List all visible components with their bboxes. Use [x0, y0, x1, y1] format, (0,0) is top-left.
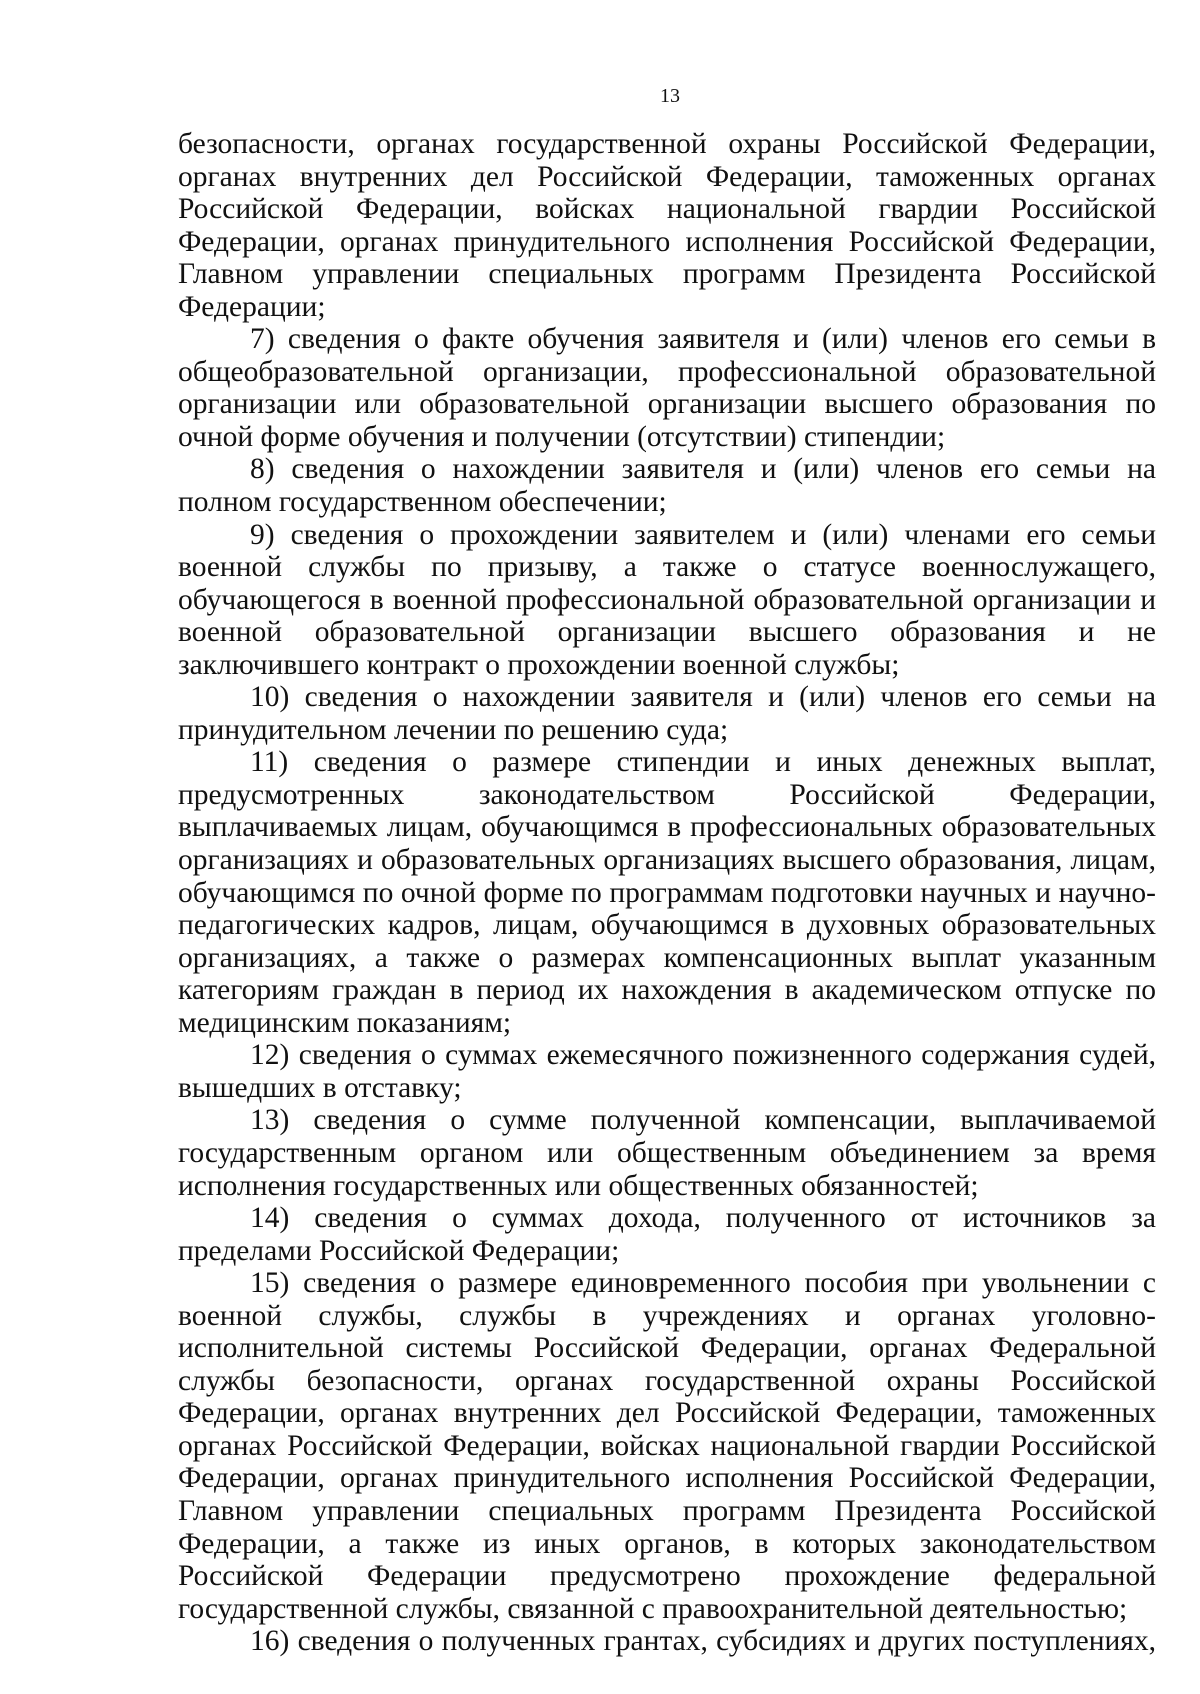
- paragraph-item-8: 8) сведения о нахождении заявителя и (или) членов его семьи на полном государственном обеспечении;: [178, 453, 1156, 519]
- document-body: [178, 128, 1156, 1658]
- paragraph-item-14: 14) сведения о суммах дохода, полученного от источников за пределами Российской Федерации;: [178, 1202, 1156, 1267]
- paragraph-item-15: 15) сведения о размере единовременного пособия при увольнении с военной службы, службы в учреждениях и органах уголовно-исполнительной системы Российской Федерации, органах Федеральной службы безопасности, органах государственной охраны Российской Федерации, органах внутренних дел Российской Федерации, таможенных органах Российской Федерации, войсках национальной гвардии Российской Федерации, органах принудительного исполнения Российской Федерации, Главном управлении специальных программ Президента Российской Федерации, а также из иных органов, в которых законодательством Российской Федерации предусмотрено прохождение федеральной государственной службы, связанной с правоохранительной деятельностью;: [178, 1267, 1156, 1625]
- paragraph-item-10: 10) сведения о нахождении заявителя и (или) членов его семьи на принудительном лечении по решению суда;: [178, 681, 1156, 746]
- page-number: 13: [660, 85, 680, 107]
- paragraph-item-9: 9) сведения о прохождении заявителем и (или) членами его семьи военной службы по призыву, а также о статусе военнослужащего, обучающегося в военной профессиональной образовательной организации и военной образовательной организации высшего образования и не заключившего контракт о прохождении военной службы;: [178, 518, 1156, 681]
- paragraph-item-13: 13) сведения о сумме полученной компенсации, выплачиваемой государственным органом или общественным объединением за время исполнения государственных или общественных обязанностей;: [178, 1104, 1156, 1202]
- paragraph-item-7: 7) сведения о факте обучения заявителя и (или) членов его семьи в общеобразовательной организации, профессиональной образовательной организации или образовательной организации высшего образования по очной форме обучения и получении (отсутствии) стипендии;: [178, 323, 1156, 453]
- paragraph-continuation: безопасности, органах государственной охраны Российской Федерации, органах внутренних дел Российской Федерации, таможенных органах Российской Федерации, войсках национальной гвардии Российской Федерации, органах принудительного исполнения Российской Федерации, Главном управлении специальных программ Президента Российской Федерации;: [178, 128, 1156, 323]
- paragraph-item-11: 11) сведения о размере стипендии и иных денежных выплат, предусмотренных законодательством Российской Федерации, выплачиваемых лицам, обучающимся в профессиональных образовательных организациях и образовательных организациях высшего образования, лицам, обучающимся по очной форме по программам подготовки научных и научно-педагогических кадров, лицам, обучающимся в духовных образовательных организациях, а также о размерах компенсационных выплат указанным категориям граждан в период их нахождения в академическом отпуске по медицинским показаниям;: [178, 746, 1156, 1039]
- paragraph-item-16: 16) сведения о полученных грантах, субсидиях и других поступлениях,: [250, 1625, 1156, 1658]
- paragraph-item-12: 12) сведения о суммах ежемесячного пожизненного содержания судей, вышедших в отставку;: [178, 1039, 1156, 1104]
